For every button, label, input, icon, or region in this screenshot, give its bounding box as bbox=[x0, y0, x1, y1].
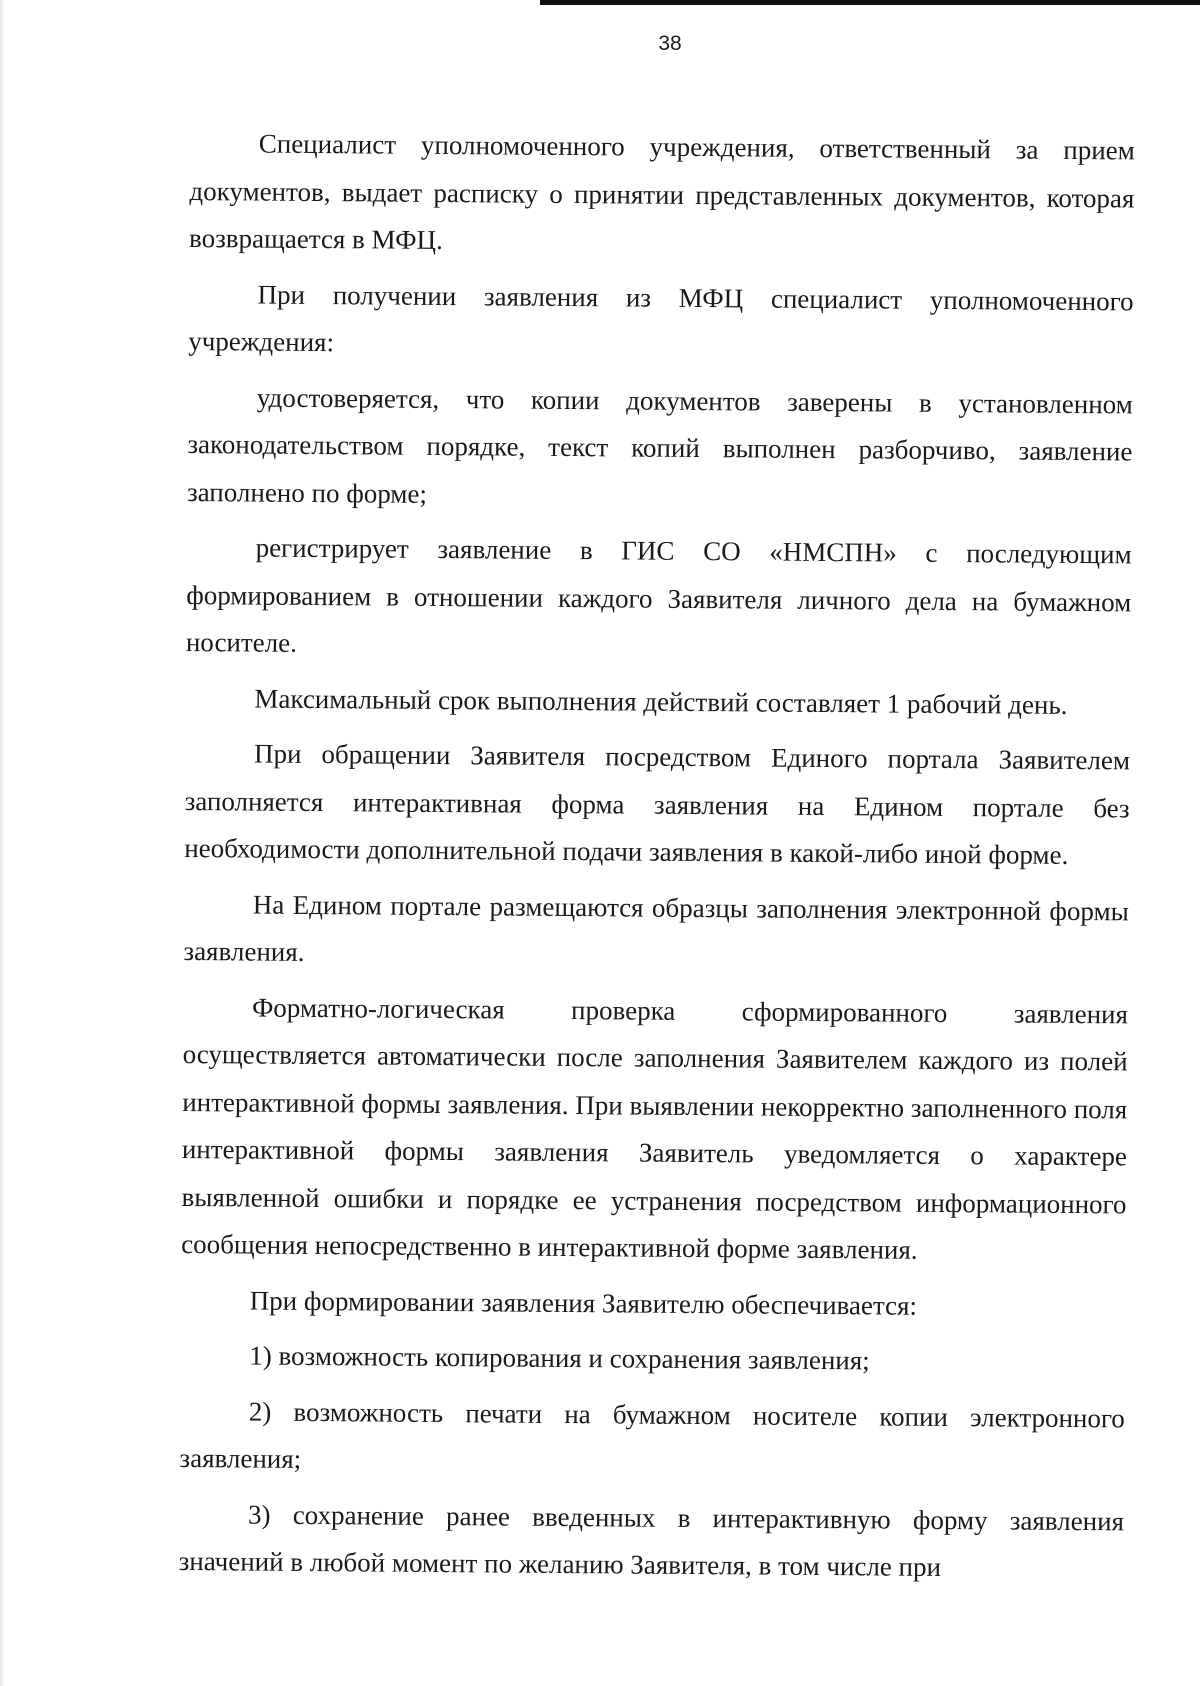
paragraph-portal-form: При обращении Заявителя посредством Единого портала Заявителем заполняется интерактивная форма заявления на Едином портале без необходимости дополнительной подачи заявления в какой-либо иной форме. bbox=[184, 738, 1131, 870]
paragraph-portal-samples: На Едином портале размещаются образцы заполнения электронной формы заявления. bbox=[183, 889, 1129, 967]
list-item-3: 3) сохранение ранее введенных в интерактивную форму заявления значений в любой момент по желанию Заявителя, в том числе при bbox=[178, 1498, 1125, 1582]
paragraph-provided: При формировании заявления Заявителю обеспечивается: bbox=[249, 1285, 918, 1321]
paragraph-format-check: Форматно-логическая проверка сформированного заявления осуществляется автоматически после заполнения Заявителем каждого из полей интерактивной формы заявления. При выявлении некорректно заполненного поля интерактивной формы заявления Заявитель уведомляется о характере выявленной ошибки и порядке ее устранения посредством информационного сообщения непосредственно в интерактивной форме заявления. bbox=[181, 992, 1129, 1265]
paragraph-verifies: удостоверяется, что копии документов заверены в установленном законодательством порядке, текст копий выполнен разборчиво, заявление заполнено по форме; bbox=[186, 382, 1133, 509]
paragraph-deadline: Максимальный срок выполнения действий составляет 1 рабочий день. bbox=[254, 683, 1068, 720]
scan-edge-top bbox=[540, 0, 1200, 5]
paragraph-receipt: Специалист уполномоченного учреждения, ответственный за прием документов, выдает расписку о принятии представленных документов, которая возвращается в МФЦ. bbox=[188, 128, 1135, 255]
scan-edge-left bbox=[0, 0, 5, 1686]
paragraph-mfc-intro: При получении заявления из МФЦ специалист уполномоченного учреждения: bbox=[188, 279, 1134, 358]
paragraph-registers: регистрирует заявление в ГИС СО «НМСПН» с последующим формированием в отношении каждого Заявителя личного дела на бумажном носителе. bbox=[185, 532, 1132, 658]
list-item-1: 1) возможность копирования и сохранения заявления; bbox=[249, 1340, 870, 1376]
list-item-2: 2) возможность печати на бумажном носителе копии электронного заявления; bbox=[179, 1396, 1125, 1474]
document-body bbox=[178, 120, 1134, 1593]
page-number: 38 bbox=[658, 32, 682, 55]
